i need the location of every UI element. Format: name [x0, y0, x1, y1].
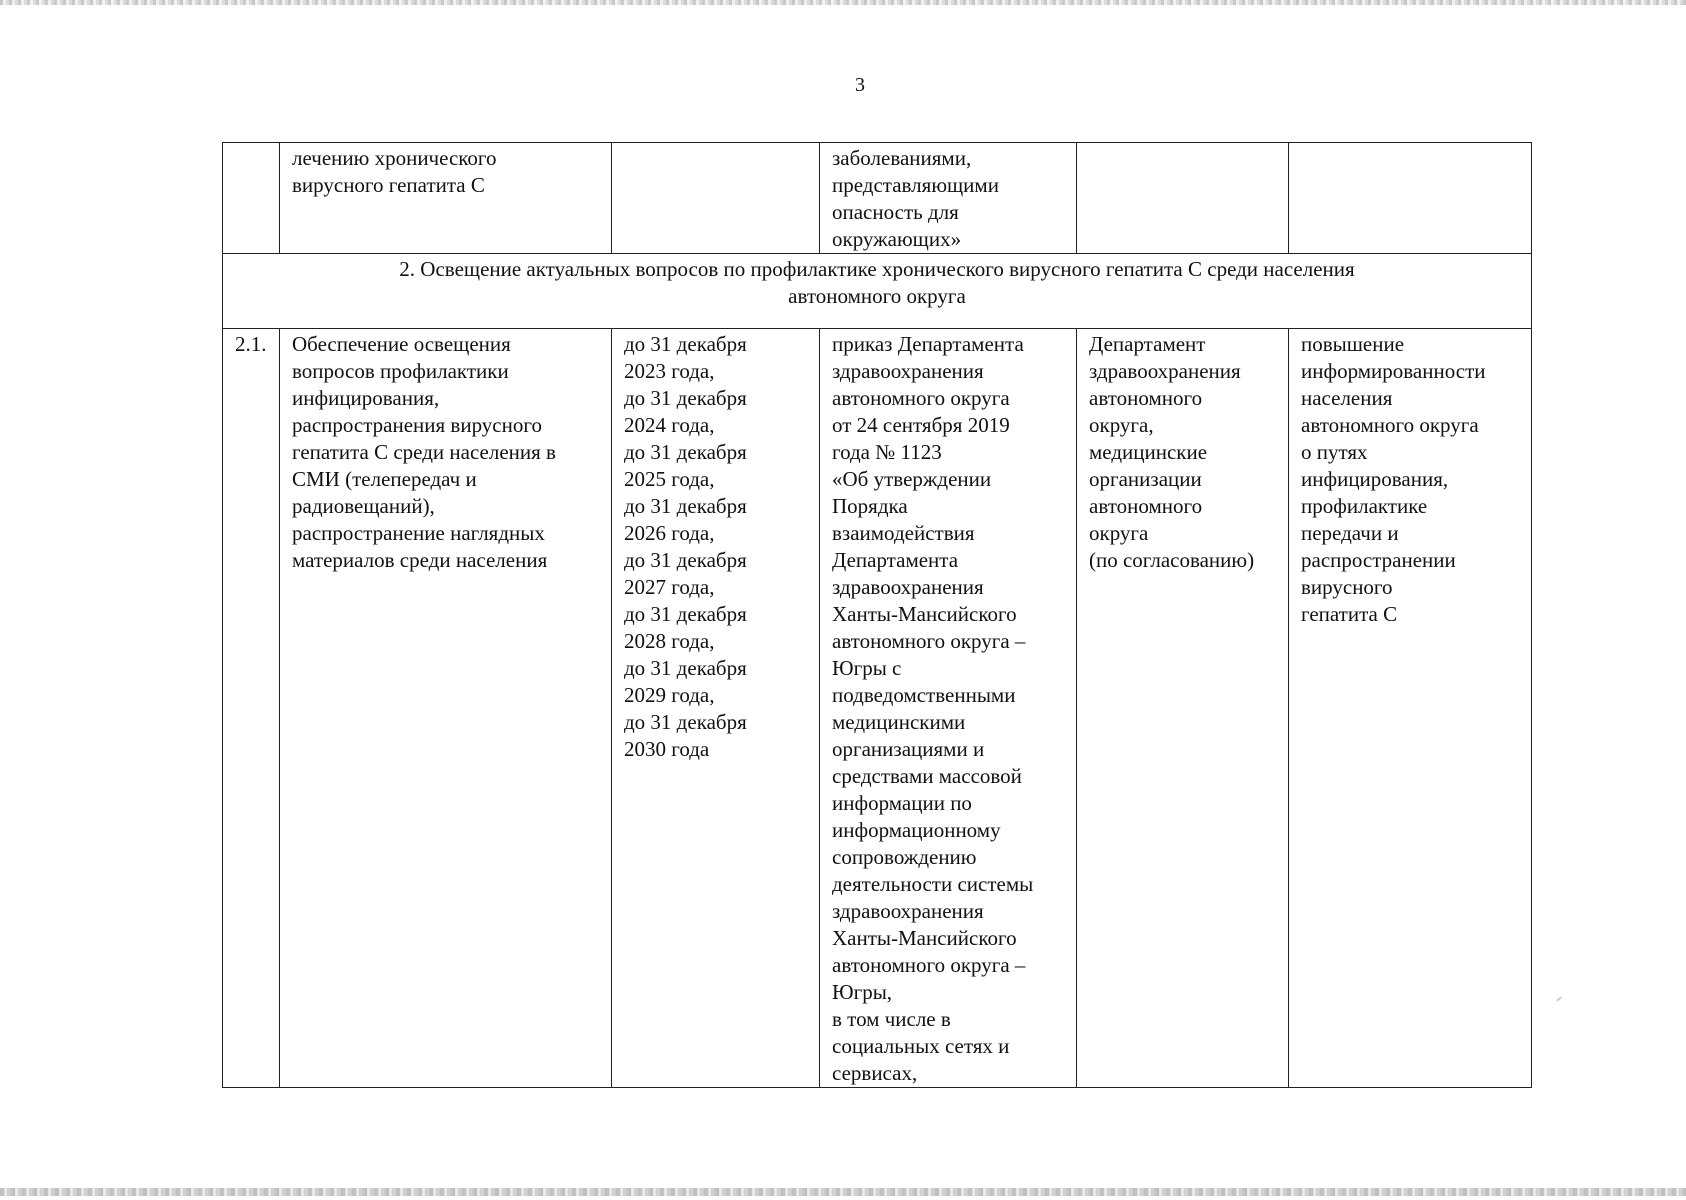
scan-edge-top	[0, 0, 1686, 5]
cell-result	[1289, 143, 1532, 254]
cell-basis: заболеваниями, представляющими опасность для окружающих»	[820, 143, 1077, 254]
table-row-2-1	[223, 329, 1532, 1088]
cell-number: 2.1.	[223, 329, 280, 1088]
cell-result: повышение информированности населения автономного округа о путях инфицирования, профилактике передачи и распространении вирусного гепатита С	[1289, 329, 1532, 1088]
scan-edge-bottom	[0, 1188, 1686, 1196]
section-heading-row	[223, 254, 1532, 329]
cell-basis: приказ Департамента здравоохранения автономного округа от 24 сентября 2019 года № 1123 «Об утверждении Порядка взаимодействия Департамента здравоохранения Ханты-Мансийского автономного округа – Югры с подведомственными медицинскими организациями и средствами массовой информации по информационному сопровождению деятельности системы здравоохранения Ханты-Мансийского автономного округа – Югры, в том числе в социальных сетях и сервисах,	[820, 329, 1077, 1088]
cell-responsible: Департамент здравоохранения автономного округа, медицинские организации автономного округа (по согласованию)	[1077, 329, 1289, 1088]
cell-responsible	[1077, 143, 1289, 254]
scan-speck	[1556, 996, 1562, 1001]
cell-deadline: до 31 декабря 2023 года, до 31 декабря 2024 года, до 31 декабря 2025 года, до 31 декабря 2026 года, до 31 декабря 2027 года, до 31 декабря 2028 года, до 31 декабря 2029 года, до 31 декабря 2030 года	[612, 329, 820, 1088]
cell-event: лечению хронического вирусного гепатита С	[280, 143, 612, 254]
page-number: 3	[855, 74, 865, 96]
table-row-continued	[223, 143, 1532, 254]
section-title: 2. Освещение актуальных вопросов по профилактике хронического вирусного гепатита С среди населения автономного округа	[223, 254, 1532, 329]
cell-event: Обеспечение освещения вопросов профилактики инфицирования, распространения вирусного гепатита С среди населения в СМИ (телепередач и радиовещаний), распространение наглядных материалов среди населения	[280, 329, 612, 1088]
plan-table	[222, 142, 1532, 1088]
cell-number	[223, 143, 280, 254]
cell-deadline	[612, 143, 820, 254]
